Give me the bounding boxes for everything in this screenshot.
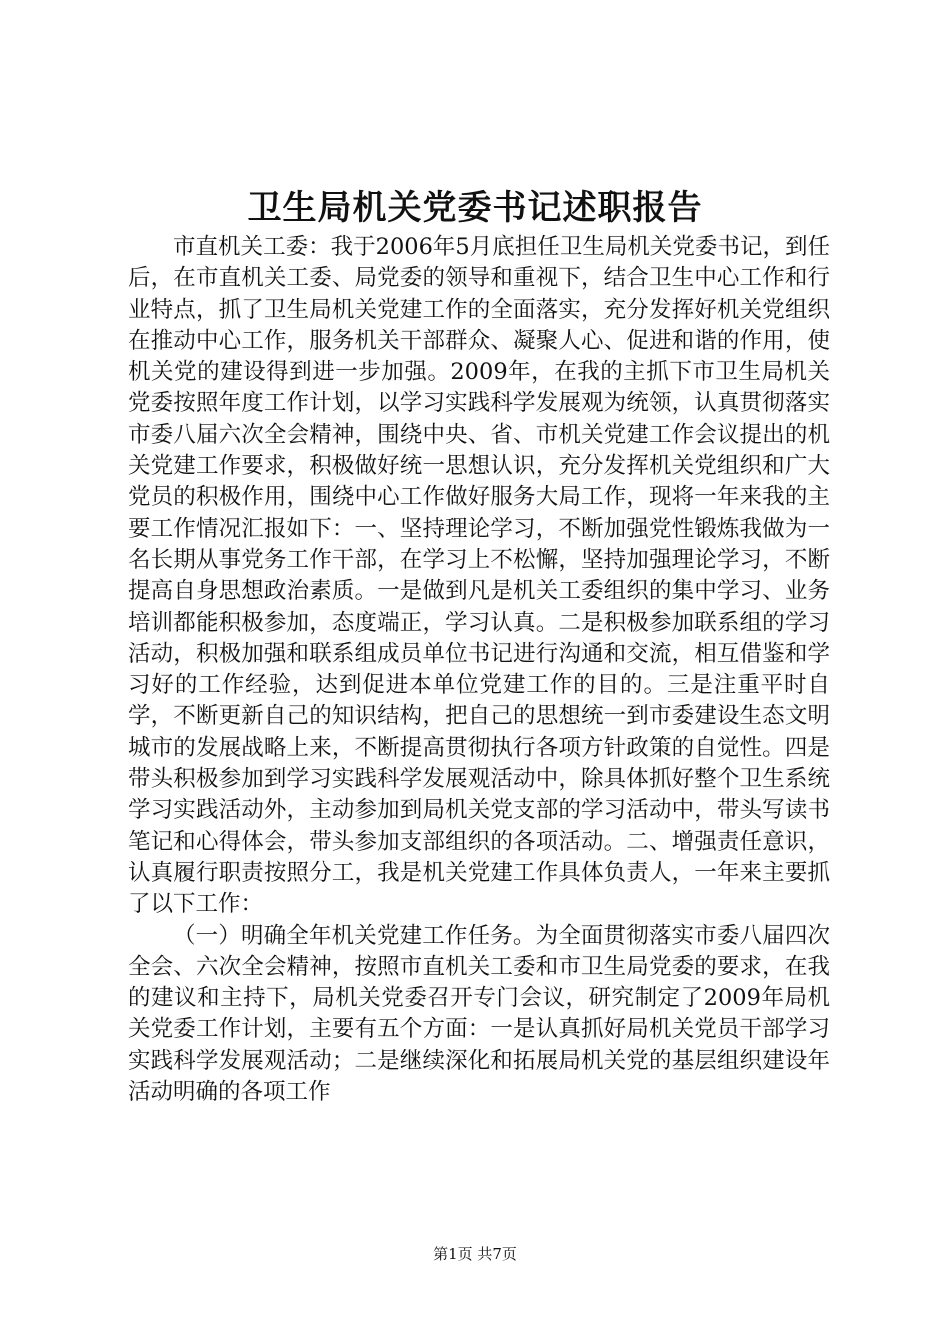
paragraph: （一）明确全年机关党建工作任务。为全面贯彻落实市委八届四次全会、六次全会精神，按照市直机关工委和市卫生局党委的要求，在我的建议和主持下，局机关党委召开专门会议，研究制定了2009年局机关党委工作计划，主要有五个方面：一是认真抓好局机关党员干部学习实践科学发展观活动；二是继续深化和拓展局机关党的基层组织建设年活动明确的各项工作 [128, 922, 830, 1106]
paragraph: 市直机关工委：我于2006年5月底担任卫生局机关党委书记，到任后，在市直机关工委、局党委的领导和重视下，结合卫生中心工作和行业特点，抓了卫生局机关党建工作的全面落实，充分发挥好机关党组织在推动中心工作，服务机关干部群众、凝聚人心、促进和谐的作用，使机关党的建设得到进一步加强。2009年，在我的主抓下市卫生局机关党委按照年度工作计划，以学习实践科学发展观为统领，认真贯彻落实市委八届六次全会精神，围绕中央、省、市机关党建工作会议提出的机关党建工作要求，积极做好统一思想认识，充分发挥机关党组织和广大党员的积极作用，围绕中心工作做好服务大局工作，现将一年来我的主要工作情况汇报如下：一、坚持理论学习，不断加强党性锻炼我做为一名长期从事党务工作干部，在学习上不松懈，坚持加强理论学习，不断提高自身思想政治素质。一是做到凡是机关工委组织的集中学习、业务培训都能积极参加，态度端正，学习认真。二是积极参加联系组的学习活动，积极加强和联系组成员单位书记进行沟通和交流，相互借鉴和学习好的工作经验，达到促进本单位党建工作的目的。三是注重平时自学，不断更新自己的知识结构，把自己的思想统一到市委建设生态文明城市的发展战略上来，不断提高贯彻执行各项方针政策的自觉性。四是带头积极参加到学习实践科学发展观活动中，除具体抓好整个卫生系统学习实践活动外，主动参加到局机关党支部的学习活动中，带头写读书笔记和心得体会，带头参加支部组织的各项活动。二、增强责任意识，认真履行职责按照分工，我是机关党建工作具体负责人，一年来主要抓了以下工作： [128, 234, 830, 918]
document-body [128, 232, 830, 1108]
page-number-footer: 第1页 共7页 [433, 1245, 517, 1263]
document-title: 卫生局机关党委书记述职报告 [247, 188, 703, 228]
